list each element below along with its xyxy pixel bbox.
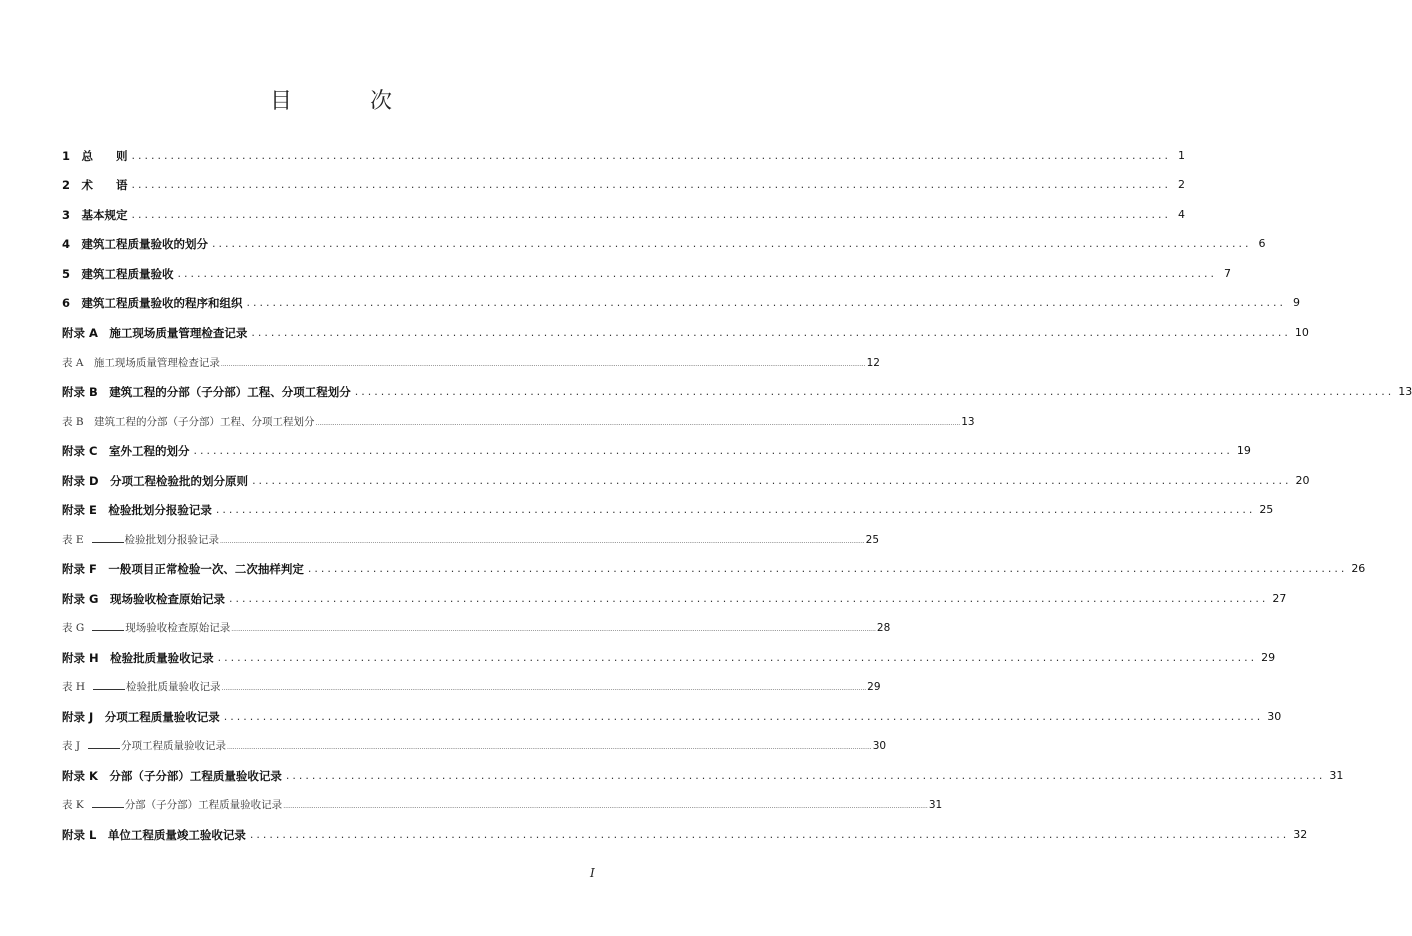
- fill-in-blank: [92, 620, 124, 631]
- toc-entry[interactable]: [62, 497, 1274, 517]
- fill-in-blank: [92, 797, 124, 808]
- toc-sub-entry[interactable]: [62, 350, 880, 370]
- toc-entry[interactable]: [62, 290, 1300, 310]
- dot-leader: ................................................................................................................................................................: [217, 651, 1258, 664]
- toc-entry-label: 附录 B 建筑工程的分部（子分部）工程、分项工程划分: [62, 385, 351, 399]
- dot-leader: ..................................................................................................................................................................................................................................................................................................................................................: [231, 626, 876, 633]
- table-id: 表 E: [62, 534, 84, 546]
- toc-entry-page: 27: [1272, 592, 1287, 605]
- dot-leader: ..................................................................................................................................................................................................................................................................................................................................................: [283, 803, 928, 810]
- toc-entry-page: 2: [1177, 178, 1185, 191]
- toc-entry-page: 6: [1258, 237, 1266, 250]
- table-title: 分部（子分部）工程质量验收记录: [124, 799, 283, 811]
- toc-entry-label: 6 建筑工程质量验收的程序和组织: [62, 296, 243, 310]
- dot-leader: ................................................................................................................................................................: [228, 592, 1269, 605]
- table-title: 检验批划分报验记录: [124, 534, 220, 546]
- toc-entry-label: 1 总 则: [62, 149, 128, 163]
- dot-leader: ..................................................................................................................................................................................................................................................................................................................................................: [227, 744, 872, 751]
- toc-entry-label: 附录 K 分部（子分部）工程质量验收记录: [62, 769, 282, 783]
- dot-leader: ................................................................................................................................................................: [212, 237, 1252, 250]
- toc-entry[interactable]: [62, 320, 1309, 340]
- dot-leader: ................................................................................................................................................................: [246, 296, 1286, 309]
- toc-sub-entry[interactable]: [62, 527, 880, 547]
- toc-entry-label: [62, 738, 226, 753]
- table-id: 表 K: [62, 799, 84, 811]
- dot-leader: ..................................................................................................................................................................................................................................................................................................................................................: [220, 538, 865, 545]
- toc-entry-page: 26: [1351, 562, 1366, 575]
- toc-sub-entry[interactable]: [62, 409, 975, 429]
- toc-entry-page: 9: [1292, 296, 1300, 309]
- toc-entry-label: 附录 C 室外工程的划分: [62, 444, 190, 458]
- page-number-marker: I: [590, 866, 595, 880]
- toc-entry-page: 13: [961, 416, 975, 428]
- toc-entry-label: [62, 679, 221, 694]
- toc-entry-page: 28: [876, 622, 891, 634]
- dot-leader: ................................................................................................................................................................: [131, 208, 1171, 221]
- toc-entry[interactable]: [62, 556, 1366, 576]
- dot-leader: ................................................................................................................................................................: [223, 710, 1264, 723]
- table-id: 表 J: [62, 740, 81, 752]
- toc-entry[interactable]: [62, 379, 1412, 399]
- toc-entry-label: 附录 E 检验批划分报验记录: [62, 503, 212, 517]
- toc-entry[interactable]: [62, 586, 1287, 606]
- toc-entry-label: 2 术 语: [62, 178, 128, 192]
- toc-entry-label: 附录 D 分项工程检验批的划分原则: [62, 474, 249, 488]
- toc-entry-label: 附录 L 单位工程质量竣工验收记录: [62, 828, 246, 842]
- dot-leader: ................................................................................................................................................................: [131, 178, 1171, 191]
- toc-entry-label: 表 A 施工现场质量管理检查记录: [62, 357, 220, 369]
- toc-entry[interactable]: [62, 763, 1344, 783]
- toc-entry-page: 10: [1294, 326, 1309, 339]
- table-title: 现场验收检查原始记录: [125, 622, 231, 634]
- toc-entry[interactable]: [62, 143, 1185, 163]
- dot-leader: ..................................................................................................................................................................................................................................................................................................................................................: [221, 685, 867, 692]
- dot-leader: ................................................................................................................................................................: [354, 385, 1395, 398]
- dot-leader: ................................................................................................................................................................: [215, 503, 1256, 516]
- toc-sub-entry[interactable]: [62, 615, 891, 635]
- fill-in-blank: [88, 738, 120, 749]
- toc-entry-label: 附录 F 一般项目正常检验一次、二次抽样判定: [62, 562, 304, 576]
- dot-leader: ................................................................................................................................................................: [285, 769, 1326, 782]
- toc-entry-label: 表 B 建筑工程的分部（子分部）工程、分项工程划分: [62, 416, 315, 428]
- dot-leader: ................................................................................................................................................................: [251, 326, 1291, 339]
- toc-entry[interactable]: [62, 231, 1266, 251]
- toc-entry-page: 4: [1177, 208, 1185, 221]
- toc-entry-label: [62, 532, 219, 547]
- fill-in-blank: [92, 532, 124, 543]
- toc-entry-label: [62, 797, 282, 812]
- toc-entry[interactable]: [62, 468, 1310, 488]
- toc-sub-entry[interactable]: [62, 733, 887, 753]
- toc-entry-label: 附录 A 施工现场质量管理检查记录: [62, 326, 248, 340]
- toc-entry-page: 25: [865, 534, 880, 546]
- toc-entry-page: 13: [1398, 385, 1412, 398]
- dot-leader: ................................................................................................................................................................: [177, 267, 1217, 280]
- dot-leader: ................................................................................................................................................................: [252, 474, 1292, 487]
- toc-entry[interactable]: [62, 704, 1282, 724]
- table-id: 表 G: [62, 622, 85, 634]
- toc-sub-entry[interactable]: [62, 792, 943, 812]
- toc-entry-label: 附录 H 检验批质量验收记录: [62, 651, 214, 665]
- fill-in-blank: [93, 679, 125, 690]
- dot-leader: ................................................................................................................................................................: [193, 444, 1233, 457]
- toc-entry-page: 29: [867, 681, 881, 693]
- toc-entry-page: 31: [928, 799, 943, 811]
- toc-entry[interactable]: [62, 261, 1231, 281]
- dot-leader: ................................................................................................................................................................: [249, 828, 1290, 841]
- toc-entry[interactable]: [62, 645, 1276, 665]
- toc-entry[interactable]: [62, 202, 1185, 222]
- toc-entry-page: 30: [872, 740, 887, 752]
- toc-entry[interactable]: [62, 172, 1185, 192]
- toc-entry-label: 附录 G 现场验收检查原始记录: [62, 592, 225, 606]
- table-title: 分项工程质量验收记录: [121, 740, 227, 752]
- table-id: 表 H: [62, 681, 85, 693]
- toc-entry-page: 30: [1267, 710, 1282, 723]
- dot-leader: ................................................................................................................................................................: [307, 562, 1348, 575]
- toc-entry-label: [62, 620, 230, 635]
- toc-entry-label: 附录 J 分项工程质量验收记录: [62, 710, 220, 724]
- toc-entry-page: 31: [1329, 769, 1344, 782]
- toc-title: 目 次: [269, 89, 420, 114]
- toc-entry-page: 12: [866, 357, 880, 369]
- toc-entry[interactable]: [62, 438, 1251, 458]
- dot-leader: ..................................................................................................................................................................................................................................................................................................................................................: [220, 361, 866, 368]
- toc-entry-page: 25: [1259, 503, 1274, 516]
- dot-leader: ..................................................................................................................................................................................................................................................................................................................................................: [315, 420, 961, 427]
- toc-entry-page: 29: [1261, 651, 1276, 664]
- toc-entry-page: 1: [1177, 149, 1185, 162]
- toc-entry-page: 19: [1236, 444, 1251, 457]
- toc-entry[interactable]: [62, 822, 1308, 842]
- toc-entry-label: 3 基本规定: [62, 208, 128, 222]
- toc-entry-label: 5 建筑工程质量验收: [62, 267, 174, 281]
- toc-entry-page: 32: [1293, 828, 1308, 841]
- toc-entry-label: 4 建筑工程质量验收的划分: [62, 237, 209, 251]
- dot-leader: ................................................................................................................................................................: [131, 149, 1171, 162]
- toc-entry-page: 20: [1295, 474, 1310, 487]
- toc-entry-page: 7: [1223, 267, 1231, 280]
- toc-sub-entry[interactable]: [62, 674, 881, 694]
- table-title: 检验批质量验收记录: [126, 681, 221, 693]
